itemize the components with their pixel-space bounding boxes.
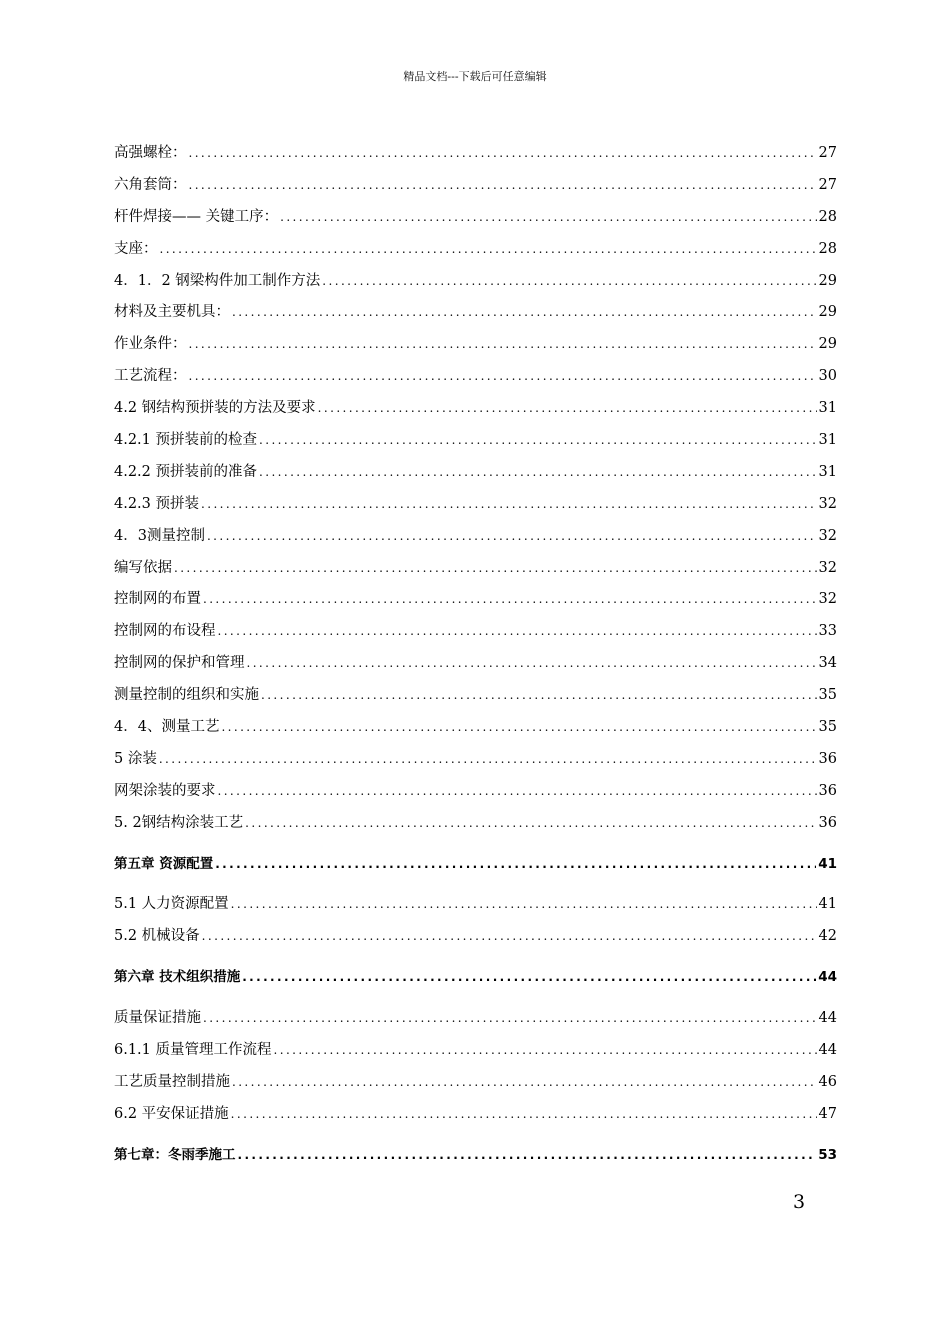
toc-entry-page: 42 <box>818 928 837 945</box>
toc-entry[interactable] <box>114 556 837 588</box>
toc-entry-label: 杆件焊接—— 关键工序： <box>114 208 279 225</box>
toc-entry-label: 测量控制的组织和实施 <box>114 687 259 704</box>
toc-entry[interactable] <box>114 619 837 651</box>
toc-entry[interactable] <box>114 269 837 301</box>
toc-entry-page: 47 <box>818 1105 837 1122</box>
toc-entry-page: 44 <box>818 969 837 986</box>
toc-dot-leader <box>189 369 817 383</box>
toc-entry-label: 4．4、测量工艺 <box>114 719 220 736</box>
toc-entry-label: 六角套筒： <box>114 176 187 193</box>
toc-entry-page: 36 <box>818 750 837 767</box>
toc-entry-label: 质量保证措施 <box>114 1010 201 1027</box>
toc-entry-page: 34 <box>818 655 837 672</box>
toc-entry-label: 5.1 人力资源配置 <box>114 896 229 913</box>
toc-entry[interactable] <box>114 524 837 556</box>
toc-entry-label: 材料及主要机具： <box>114 304 230 321</box>
toc-dot-leader <box>203 1011 817 1025</box>
toc-entry[interactable] <box>114 924 837 956</box>
toc-entry[interactable] <box>114 173 837 205</box>
toc-dot-leader <box>189 178 817 192</box>
toc-entry[interactable] <box>114 747 837 779</box>
toc-entry-label: 支座： <box>114 240 158 257</box>
toc-entry[interactable] <box>114 300 837 332</box>
toc-entry-label: 4.2.1 预拼装前的检查 <box>114 432 258 449</box>
toc-dot-leader <box>247 656 817 670</box>
toc-entry-page: 44 <box>818 1042 837 1059</box>
toc-entry[interactable] <box>114 428 837 460</box>
toc-entry-page: 27 <box>818 145 837 161</box>
toc-chapter-entry[interactable] <box>114 1143 837 1175</box>
toc-entry-page: 53 <box>818 1146 837 1163</box>
toc-entry[interactable] <box>114 332 837 364</box>
toc-entry[interactable] <box>114 364 837 396</box>
toc-entry-page: 28 <box>818 208 837 225</box>
toc-entry-page: 35 <box>818 719 837 736</box>
toc-entry-label: 高强螺栓： <box>114 145 187 161</box>
toc-entry-page: 27 <box>818 176 837 193</box>
toc-entry-page: 32 <box>818 591 837 608</box>
toc-entry-page: 32 <box>818 495 837 512</box>
toc-entry-label: 控制网的布设程 <box>114 623 216 640</box>
toc-dot-leader <box>221 720 816 734</box>
toc-entry-label: 4.2.3 预拼装 <box>114 495 200 512</box>
toc-entry-page: 44 <box>818 1010 837 1027</box>
toc-entry-page: 29 <box>818 272 837 289</box>
toc-dot-leader <box>218 624 817 638</box>
table-of-contents <box>114 141 837 1184</box>
toc-entry[interactable] <box>114 892 837 924</box>
toc-dot-leader <box>280 210 816 224</box>
toc-entry[interactable] <box>114 587 837 619</box>
toc-entry-label: 6.1.1 质量管理工作流程 <box>114 1042 272 1059</box>
toc-dot-leader <box>189 146 817 160</box>
toc-entry[interactable] <box>114 779 837 811</box>
toc-entry[interactable] <box>114 1102 837 1134</box>
toc-entry[interactable] <box>114 141 837 173</box>
toc-entry[interactable] <box>114 715 837 747</box>
toc-dot-leader <box>207 529 817 543</box>
toc-entry-label: 控制网的保护和管理 <box>114 655 245 672</box>
toc-entry-label: 4．3测量控制 <box>114 527 205 544</box>
toc-entry[interactable] <box>114 396 837 428</box>
toc-entry-label: 作业条件： <box>114 336 187 353</box>
toc-dot-leader <box>259 465 817 479</box>
toc-entry-label: 5. 2钢结构涂装工艺 <box>114 814 244 831</box>
toc-entry-page: 36 <box>818 814 837 831</box>
toc-entry-page: 31 <box>818 432 837 449</box>
toc-dot-leader <box>232 1075 817 1089</box>
toc-entry-label: 4.2 钢结构预拼装的方法及要求 <box>114 400 316 417</box>
toc-entry-page: 29 <box>818 336 837 353</box>
toc-entry-label: 第五章 资源配置 <box>114 855 214 872</box>
toc-entry-label: 6.2 平安保证措施 <box>114 1105 229 1122</box>
toc-entry-page: 31 <box>818 400 837 417</box>
toc-entry-label: 4．1．2 钢梁构件加工制作方法 <box>114 272 321 289</box>
toc-entry[interactable] <box>114 460 837 492</box>
page-number: 3 <box>793 1191 806 1213</box>
toc-dot-leader <box>232 305 817 319</box>
toc-dot-leader <box>189 337 817 351</box>
toc-dot-leader <box>201 497 817 511</box>
toc-entry-page: 32 <box>818 559 837 576</box>
toc-entry-page: 29 <box>818 304 837 321</box>
toc-dot-leader <box>238 1148 817 1162</box>
toc-entry-page: 35 <box>818 687 837 704</box>
toc-entry-label: 编写依据 <box>114 559 172 576</box>
toc-entry-page: 41 <box>818 896 837 913</box>
toc-entry-page: 31 <box>818 463 837 480</box>
toc-entry-label: 5.2 机械设备 <box>114 928 200 945</box>
toc-entry-label: 网架涂装的要求 <box>114 782 216 799</box>
toc-dot-leader <box>259 433 817 447</box>
toc-entry[interactable] <box>114 205 837 237</box>
toc-entry[interactable] <box>114 1006 837 1038</box>
toc-entry-label: 第六章 技术组织措施 <box>114 969 241 986</box>
toc-dot-leader <box>322 274 816 288</box>
toc-dot-leader <box>242 970 816 984</box>
toc-dot-leader <box>231 1107 817 1121</box>
toc-entry-page: 32 <box>818 527 837 544</box>
toc-dot-leader <box>318 401 817 415</box>
toc-entry[interactable] <box>114 492 837 524</box>
toc-dot-leader <box>245 816 816 830</box>
page-header: 精品文档---下载后可任意编辑 <box>403 70 547 83</box>
toc-entry-page: 33 <box>818 623 837 640</box>
toc-entry-page: 41 <box>818 855 837 872</box>
toc-entry-page: 46 <box>818 1073 837 1090</box>
toc-entry-label: 第七章：冬雨季施工 <box>114 1146 236 1163</box>
toc-entry-label: 4.2.2 预拼装前的准备 <box>114 463 258 480</box>
toc-entry[interactable] <box>114 683 837 715</box>
toc-chapter-entry[interactable] <box>114 965 837 997</box>
toc-entry[interactable] <box>114 1070 837 1102</box>
toc-entry[interactable] <box>114 811 837 843</box>
toc-entry-label: 控制网的布置 <box>114 591 201 608</box>
toc-dot-leader <box>159 752 817 766</box>
toc-entry-page: 36 <box>818 782 837 799</box>
toc-dot-leader <box>218 784 817 798</box>
toc-entry[interactable] <box>114 651 837 683</box>
toc-dot-leader <box>174 561 817 575</box>
toc-entry[interactable] <box>114 237 837 269</box>
toc-chapter-entry[interactable] <box>114 852 837 884</box>
toc-dot-leader <box>231 897 817 911</box>
toc-entry-page: 30 <box>818 368 837 385</box>
toc-entry-page: 28 <box>818 240 837 257</box>
toc-dot-leader <box>203 592 817 606</box>
toc-dot-leader <box>202 929 817 943</box>
toc-dot-leader <box>261 688 817 702</box>
toc-dot-leader <box>274 1043 817 1057</box>
toc-entry-label: 工艺流程： <box>114 368 187 385</box>
toc-dot-leader <box>215 857 816 871</box>
toc-entry-label: 5 涂装 <box>114 750 157 767</box>
toc-dot-leader <box>160 242 817 256</box>
toc-entry[interactable] <box>114 1038 837 1070</box>
toc-entry-label: 工艺质量控制措施 <box>114 1073 230 1090</box>
